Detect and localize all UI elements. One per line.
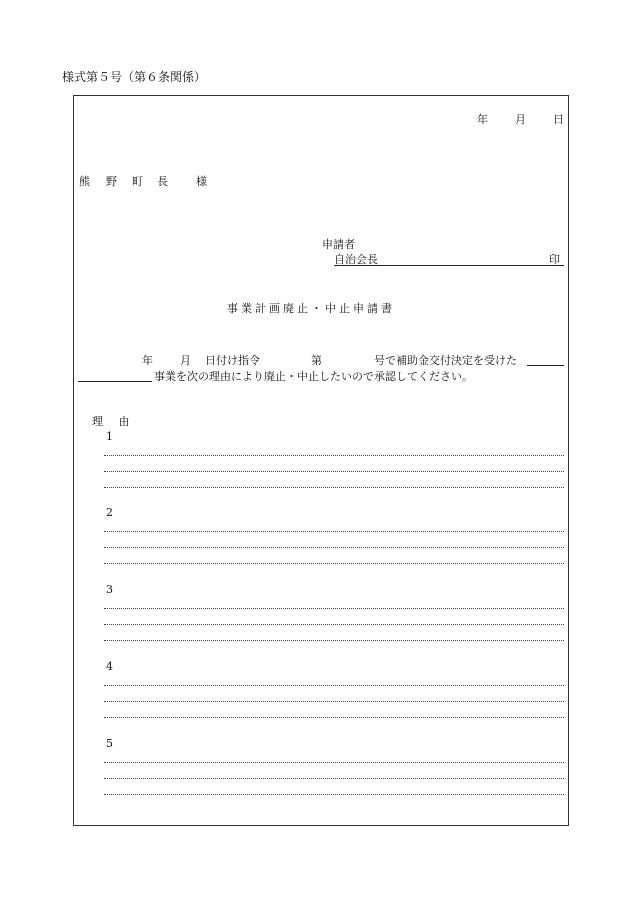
applicant-label: 申請者 bbox=[322, 238, 355, 251]
dotted-line bbox=[104, 531, 564, 532]
dotted-line bbox=[104, 455, 564, 456]
reason-heading: 理 由 bbox=[92, 415, 136, 428]
dotted-line bbox=[104, 778, 564, 779]
addressee-char: 長 bbox=[157, 175, 168, 188]
addressee-char: 町 bbox=[132, 175, 143, 188]
document-title: 事業計画廃止・中止申請書 bbox=[227, 302, 395, 315]
body-line1-text: 号で補助金交付決定を受けた bbox=[374, 354, 517, 367]
dotted-line bbox=[104, 487, 564, 488]
form-number-label: 様式第５号（第６条関係） bbox=[62, 70, 207, 84]
dotted-line bbox=[104, 685, 564, 686]
dotted-line bbox=[104, 701, 564, 702]
dotted-line bbox=[104, 717, 564, 718]
dotted-line bbox=[104, 563, 564, 564]
addressee bbox=[79, 173, 219, 187]
date-year-label: 年 bbox=[477, 113, 488, 126]
body-line2-text: 事業を次の理由により廃止・中止したいので承認してください。 bbox=[154, 370, 473, 383]
applicant-org: 自治会長 bbox=[334, 253, 378, 266]
reason-number: 5 bbox=[106, 737, 113, 750]
dotted-line bbox=[104, 608, 564, 609]
body-month-label: 月 bbox=[180, 354, 191, 367]
addressee-char: 熊 bbox=[79, 175, 90, 188]
reason-number: 3 bbox=[106, 583, 113, 596]
applicant-field bbox=[334, 251, 564, 266]
dotted-line bbox=[104, 471, 564, 472]
dotted-line bbox=[104, 640, 564, 641]
blank-underline bbox=[527, 352, 564, 366]
dotted-line bbox=[104, 547, 564, 548]
dotted-line bbox=[104, 624, 564, 625]
seal-mark: 印 bbox=[549, 253, 560, 266]
blank-underline bbox=[78, 368, 152, 382]
body-dai-label: 第 bbox=[311, 354, 322, 367]
body-year-label: 年 bbox=[142, 354, 153, 367]
addressee-honorific: 様 bbox=[196, 175, 207, 188]
date-month-label: 月 bbox=[515, 113, 526, 126]
reason-number: 4 bbox=[106, 660, 113, 673]
reason-number: 2 bbox=[106, 506, 113, 519]
date-day-label: 日 bbox=[553, 113, 564, 126]
dotted-line bbox=[104, 762, 564, 763]
reason-number: 1 bbox=[106, 430, 113, 443]
addressee-char: 野 bbox=[106, 175, 117, 188]
dotted-line bbox=[104, 794, 564, 795]
body-date-ref: 日付け指令 bbox=[205, 354, 260, 367]
